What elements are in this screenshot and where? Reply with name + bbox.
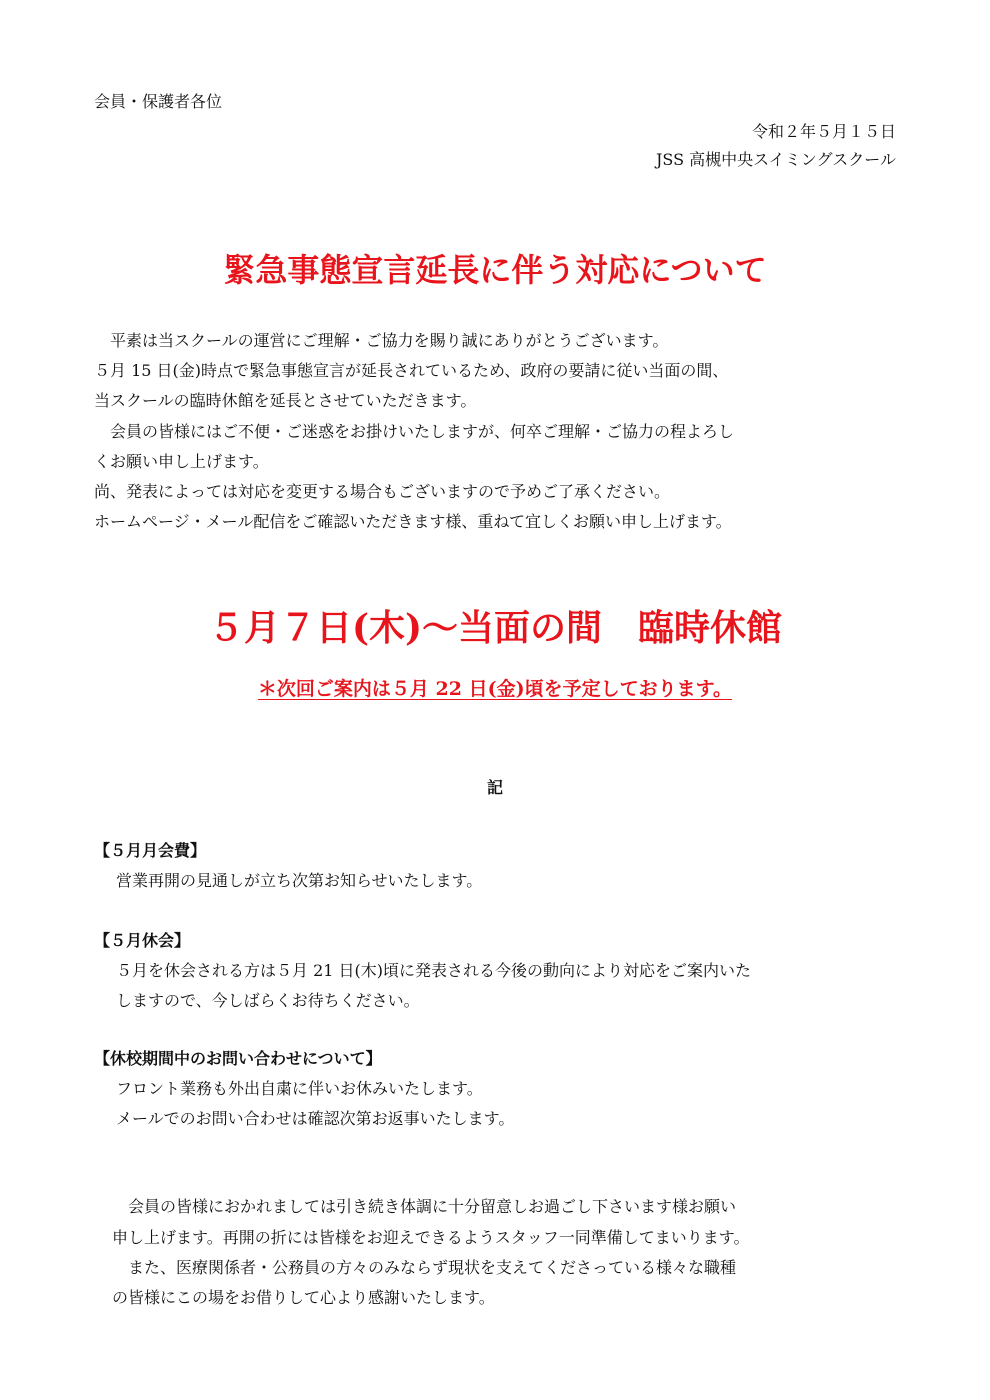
section-line: メールでのお問い合わせは確認次第お返事いたします。: [116, 1109, 515, 1128]
closing-line: 会員の皆様におかれましては引き続き体調に十分留意しお過ごし下さいます様お願い: [112, 1197, 737, 1216]
intro-line: ５月 15 日(金)時点で緊急事態宣言が延長されているため、政府の要請に従い当面の間、: [94, 361, 729, 380]
next-notice-text: ＊次回ご案内は５月 22 日(金)頃を予定しております。: [257, 678, 733, 700]
closing-line: 申し上げます。再開の折には皆様をお迎えできるようスタッフ一同準備してまいります。: [112, 1228, 750, 1247]
intro-line: 会員の皆様にはご不便・ご迷惑をお掛けいたしますが、何卒ご理解・ご協力の程よろし: [94, 422, 735, 441]
document-title: 緊急事態宣言延長に伴う対応について: [223, 251, 767, 289]
closure-title: ５月７日(木)～当面の間 臨時休館: [207, 607, 783, 649]
sender-line: JSS 高槻中央スイミングスクール: [655, 150, 896, 169]
intro-line: 当スクールの臨時休館を延長とさせていただきます。: [94, 391, 477, 410]
intro-line: くお願い申し上げます。: [94, 452, 269, 471]
date-line: 令和２年５月１５日: [751, 122, 896, 141]
section-line: フロント業務も外出自粛に伴いお休みいたします。: [116, 1079, 483, 1098]
section-line: ５月を休会される方は５月 21 日(木)頃に発表される今後の動向により対応をご案内いた: [116, 961, 752, 980]
closing-line: また、医療関係者・公務員の方々のみならず現状を支えてくださっている様々な職種: [112, 1258, 737, 1277]
intro-line: ホームページ・メール配信をご確認いただきます様、重ねて宜しくお願い申し上げます。: [94, 512, 732, 531]
section-heading: 【５月月会費】: [94, 841, 207, 860]
section-line: しますので、今しばらくお待ちください。: [116, 991, 420, 1010]
recipient-line: 会員・保護者各位: [94, 92, 223, 111]
closing-line: の皆様にこの場をお借りして心より感謝いたします。: [112, 1288, 495, 1307]
section-heading: 【５月休会】: [94, 931, 191, 950]
ki-marker: 記: [486, 778, 503, 797]
intro-line: 平素は当スクールの運営にご理解・ご協力を賜り誠にありがとうございます。: [94, 331, 669, 350]
next-notice: [0, 676, 990, 702]
intro-line: 尚、発表によっては対応を変更する場合もございますので予めご了承ください。: [94, 482, 671, 501]
section-heading: 【休校期間中のお問い合わせについて】: [94, 1049, 382, 1068]
section-line: 営業再開の見通しが立ち次第お知らせいたします。: [116, 871, 483, 890]
